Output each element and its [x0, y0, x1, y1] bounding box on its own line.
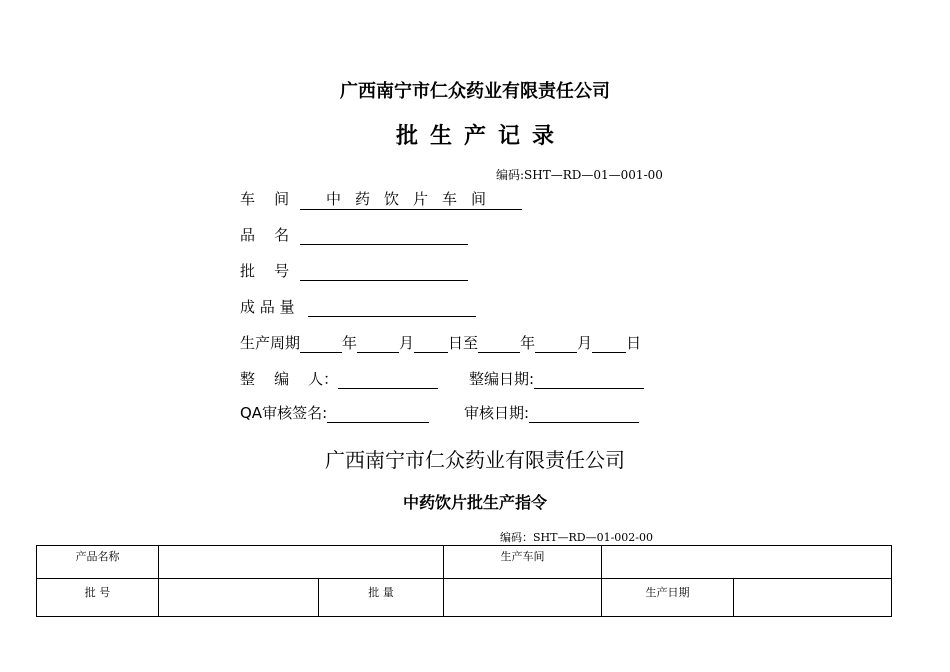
compiler-blank[interactable]	[338, 372, 438, 389]
workshop-label: 车 间	[240, 190, 290, 208]
month-label: 月	[399, 334, 415, 352]
review-date-label: 审核日期:	[464, 404, 530, 422]
product-name-label: 品 名	[240, 226, 290, 244]
batch-number-label: 批 号	[240, 262, 290, 280]
batch-number-blank[interactable]	[300, 264, 468, 281]
instruction-company-name: 广西南宁市仁众药业有限责任公司	[325, 448, 625, 472]
record-code: 编码:SHT—RD—01—001-00	[496, 168, 663, 182]
review-date-blank[interactable]	[529, 406, 639, 423]
production-date-header: 生产日期	[602, 579, 734, 617]
period-end-year-blank[interactable]	[478, 336, 520, 353]
instruction-table	[36, 545, 892, 617]
compile-date-field	[469, 369, 644, 389]
compile-date-label: 整编日期:	[469, 370, 535, 388]
workshop-value: 中药饮片车间	[300, 189, 522, 210]
instruction-code: 编码：SHT—RD—01-002-00	[500, 531, 653, 544]
product-name-header: 产品名称	[37, 546, 159, 579]
period-end-day-blank[interactable]	[592, 336, 626, 353]
compile-date-blank[interactable]	[534, 372, 644, 389]
product-name-field	[240, 225, 468, 245]
output-field	[240, 297, 476, 317]
workshop-header: 生产车间	[444, 546, 602, 579]
qa-signature-blank[interactable]	[327, 406, 429, 423]
record-title: 批生产记录	[395, 124, 566, 149]
batch-number-cell[interactable]	[159, 579, 319, 617]
production-date-cell[interactable]	[734, 579, 892, 617]
workshop-field	[240, 189, 522, 210]
product-name-cell[interactable]	[159, 546, 444, 579]
instruction-title: 中药饮片批生产指令	[402, 493, 547, 512]
year-label: 年	[342, 334, 358, 352]
day-to-label: 日至	[448, 334, 479, 352]
production-period-field	[240, 333, 641, 353]
compiler-label: 整 编 人：	[240, 370, 339, 388]
qa-signature-field	[240, 403, 429, 423]
batch-size-header: 批 量	[319, 579, 444, 617]
period-label: 生产周期	[240, 334, 301, 352]
output-blank[interactable]	[308, 300, 476, 317]
review-date-field	[464, 403, 639, 423]
output-label: 成 品 量	[240, 298, 295, 316]
company-name: 广西南宁市仁众药业有限责任公司	[340, 81, 610, 102]
table-row	[37, 579, 892, 617]
compiler-field	[240, 369, 438, 389]
table-row	[37, 546, 892, 579]
year-label: 年	[520, 334, 536, 352]
product-name-blank[interactable]	[300, 228, 468, 245]
month-label: 月	[577, 334, 593, 352]
batch-number-header: 批 号	[37, 579, 159, 617]
qa-signature-label: QA审核签名:	[240, 404, 328, 422]
period-start-month-blank[interactable]	[357, 336, 399, 353]
period-start-day-blank[interactable]	[414, 336, 448, 353]
workshop-cell[interactable]	[602, 546, 892, 579]
batch-number-field	[240, 261, 468, 281]
period-end-month-blank[interactable]	[535, 336, 577, 353]
batch-size-cell[interactable]	[444, 579, 602, 617]
day-label: 日	[626, 334, 642, 352]
period-start-year-blank[interactable]	[300, 336, 342, 353]
